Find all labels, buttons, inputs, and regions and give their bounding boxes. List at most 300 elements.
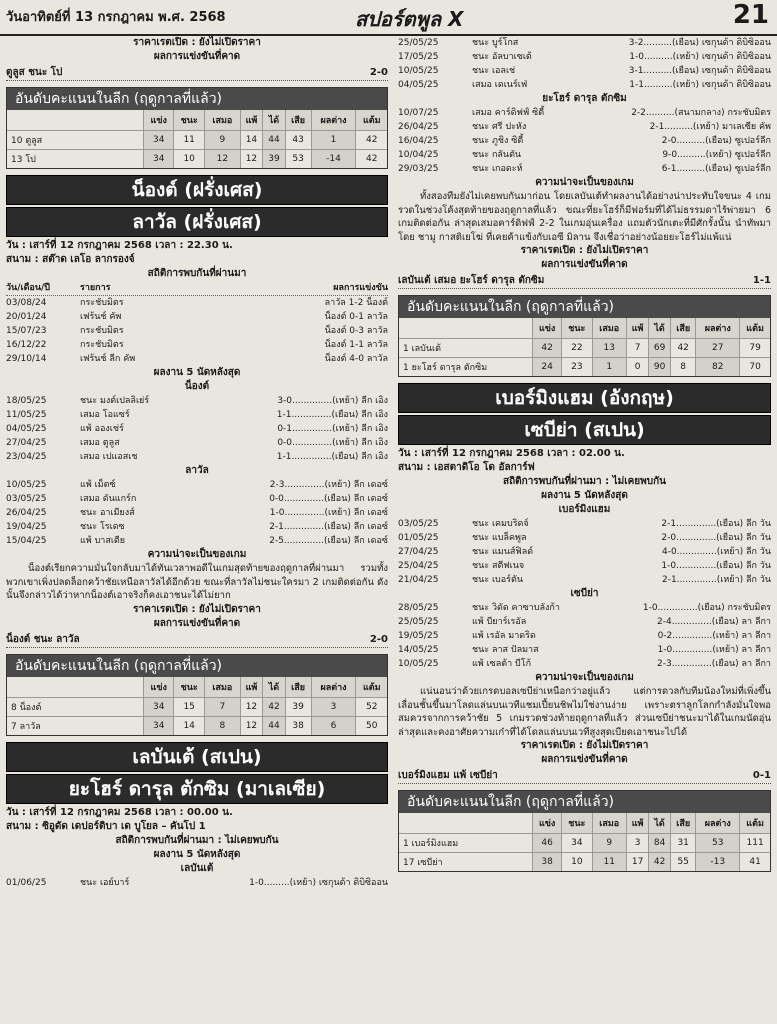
row-result: 1-0..........(เหย้า) เซกุนด้า ดิบิซิออน <box>629 52 771 62</box>
away-team-banner: เซบีย่า (สเปน) <box>398 415 771 445</box>
row-match: เฟร้นช์ ลีก คัพ <box>80 354 136 364</box>
standings-header: ผลต่าง <box>696 813 740 834</box>
row-match: ชนะ มงต์เปลลิเย่ร์ <box>80 396 150 406</box>
left-column <box>6 36 388 1022</box>
home-team-banner: น็องต์ (ฝรั่งเศส) <box>6 175 388 205</box>
stat-cell: 14 <box>240 131 263 150</box>
odds-line: ราคาเรตเปิด : ยังไม่เปิดราคา <box>520 740 649 751</box>
result-row <box>6 478 388 492</box>
row-match: เฟร้นช์ คัพ <box>80 312 122 322</box>
match-venue: สนาม : เอสตาดิโอ โด อัลการ์ฟ <box>398 462 535 473</box>
row-date: 26/04/25 <box>6 508 47 518</box>
result-row <box>6 394 388 408</box>
row-date: 21/04/25 <box>398 575 439 585</box>
row-date: 20/01/24 <box>6 312 47 322</box>
row-date: 26/04/25 <box>398 122 439 132</box>
stat-cell: 1 <box>592 358 627 377</box>
right-column <box>398 36 771 1022</box>
header-blank <box>7 110 144 131</box>
row-result: 0-1..............(เหย้า) ลีก เอิง <box>277 424 388 434</box>
prediction-text: น็องต์ ชนะ ลาวัล <box>6 633 80 645</box>
result-row <box>398 559 771 573</box>
result-row <box>6 450 388 464</box>
result-row <box>398 657 771 671</box>
result-row <box>6 436 388 450</box>
standings-header: เสมอ <box>592 813 627 834</box>
standings-header-row <box>399 318 770 339</box>
result-row <box>398 517 771 531</box>
prediction-score: 0-1 <box>752 770 771 781</box>
standings-header: เสีย <box>670 318 695 339</box>
result-row <box>398 148 771 162</box>
row-match: แพ้ อองเช่ร์ <box>80 424 124 434</box>
stat-cell: 42 <box>263 697 285 716</box>
result-row <box>6 338 388 352</box>
row-result: 2-4..............(เยือน) ลา ลีกา <box>657 617 771 627</box>
row-result: 1-1..........(เหย้า) เซกุนด้า ดิบิซิออน <box>629 80 771 90</box>
team-b-label: ลาวัล <box>185 465 209 476</box>
prediction-text: เลบันเต้ เสมอ ยะโฮร์ ดารุล ตักซิม <box>398 275 545 286</box>
standings-grid <box>7 677 387 735</box>
row-date: 15/04/25 <box>6 536 47 546</box>
team-c-form <box>398 36 771 92</box>
standings-header-row <box>7 677 387 698</box>
row-date: 19/05/25 <box>398 631 439 641</box>
row-result: น็องต์ 1-1 ลาวัล <box>324 340 388 350</box>
stat-cell: 7 <box>627 339 649 358</box>
row-result: 1-1..............(เยือน) ลีก เอิง <box>276 452 388 462</box>
team-cell: 13 โป <box>7 150 144 169</box>
result-row <box>398 615 771 629</box>
stat-cell: 41 <box>740 853 770 872</box>
row-date: 04/05/25 <box>6 424 47 434</box>
stat-cell: 53 <box>285 150 311 169</box>
row-result: 2-2..........(สนามกลาง) กระชับมิตร <box>631 108 771 118</box>
prediction-line <box>398 769 771 784</box>
row-match: ชนะ เบอร์ตัน <box>472 575 523 585</box>
standings-row <box>399 853 770 872</box>
row-match: เสมอ เปแอสเช <box>80 452 138 462</box>
row-match: ชนะ โรเดซ <box>80 522 125 532</box>
row-match: ชนะ แมนส์ฟิลด์ <box>472 547 534 557</box>
standings-row <box>399 339 770 358</box>
stat-cell: 42 <box>649 853 671 872</box>
stat-cell: -13 <box>696 853 740 872</box>
row-match: แพ้ บียาร์เรอัล <box>472 617 527 627</box>
stat-cell: 44 <box>263 716 285 735</box>
standings-row <box>7 697 387 716</box>
row-date: 16/04/25 <box>398 136 439 146</box>
prediction-score: 2-0 <box>369 67 388 78</box>
stat-cell: 42 <box>670 339 695 358</box>
header-blank <box>399 318 533 339</box>
stat-cell: 12 <box>205 150 240 169</box>
stat-cell: 9 <box>205 131 240 150</box>
last5-title: ผลงาน 5 นัดหลังสุด <box>153 848 241 860</box>
standings-row <box>7 131 387 150</box>
standings-header-row <box>7 110 387 131</box>
analysis-text: ทั้งสองทีมยังไม่เคยพบกันมาก่อน โดยเลบันเต้ทำผลงานได้อย่างน่าประทับใจขนะ 4 เกมรวดในช่วงโค้งสุดท้ายของฤดูกาลที่แล้ว ขณะที่ยะโฮร์ก็มีฟอร์มที่ได้ไม่ธรรมดาไร้พ่ายมา 6 เกมติดต่อกัน ล่าสุดเสมอคาร์ดิฟฟ์ 2-2 ในเกมอุ่นเครื่อง แถมตัวนักเตะที่มีศักรั้งนั้น นำทัพมาโดย ชามู กาสติเยโฆ่ ที่เคยค้าแข้งกับเอซี มิลาน จึงเชื่อว่าอย่างน้อยยะโฮร์ไม่แพ้แน่ <box>398 191 771 243</box>
stat-cell: 42 <box>533 339 562 358</box>
stat-cell: 9 <box>592 834 627 853</box>
row-date: 29/03/25 <box>398 164 439 174</box>
stat-cell: 39 <box>263 150 285 169</box>
prediction-text: เบอร์มิงแฮม แพ้ เซบีย่า <box>398 770 498 781</box>
standings-header: ชนะ <box>562 813 592 834</box>
stat-cell: 55 <box>670 853 695 872</box>
standings-grid <box>399 813 770 871</box>
form-result: 1-0.........(เหย้า) เซกุนด้า ดิบิซิออน <box>249 877 388 888</box>
row-date: 04/05/25 <box>398 80 439 90</box>
result-row <box>6 324 388 338</box>
stat-cell: 31 <box>670 834 695 853</box>
stat-cell: 70 <box>740 358 770 377</box>
match-time: วัน : เสาร์ที่ 12 กรกฎาคม 2568 เวลา : 02.00 น. <box>398 448 625 459</box>
row-match: ชนะ อาเมียงส์ <box>80 508 135 518</box>
h2h-col-result: ผลการแข่งขัน <box>333 283 388 293</box>
h2h-title: สถิติการพบกันที่ผ่านมา : ไม่เคยพบกัน <box>502 476 666 487</box>
result-row <box>398 106 771 120</box>
row-result: 2-1..............(เหย้า) ลีก วัน <box>661 575 771 585</box>
away-team-banner: ลาวัล (ฝรั่งเศส) <box>6 207 388 237</box>
stat-cell: 10 <box>562 853 592 872</box>
standings-header: ได้ <box>649 813 671 834</box>
result-row <box>6 506 388 520</box>
result-row <box>6 296 388 310</box>
h2h-col-comp: รายการ <box>80 283 111 293</box>
row-result: 2-5..............(เยือน) ลีก เดอซ์ <box>269 536 388 546</box>
row-date: 25/05/25 <box>398 38 439 48</box>
stat-cell: 43 <box>285 131 311 150</box>
result-row <box>6 408 388 422</box>
row-match: ชนะ ภูชิง ซิตี้ <box>472 136 524 146</box>
row-date: 03/05/25 <box>6 494 47 504</box>
standings-header-row <box>399 813 770 834</box>
stat-cell: 17 <box>627 853 649 872</box>
prediction-title: ผลการแข่งขันที่คาด <box>541 754 628 765</box>
away-team-banner: ยะโฮร์ ดารุล ตักซิม (มาเลเซีย) <box>6 774 388 804</box>
result-row <box>6 422 388 436</box>
standings-header: ผลต่าง <box>311 677 356 698</box>
result-row <box>398 531 771 545</box>
standings-header: เสีย <box>285 110 311 131</box>
row-date: 15/07/23 <box>6 326 47 336</box>
team-f-form <box>398 601 771 671</box>
odds-line: ราคาเรตเปิด : ยังไม่เปิดราคา <box>133 37 261 48</box>
stat-cell: 13 <box>592 339 627 358</box>
row-match: เสมอ คาร์ดิฟฟ์ ซิตี้ <box>472 108 545 118</box>
row-result: 1-1..............(เยือน) ลีก เอิง <box>276 410 388 420</box>
row-result: 3-0..............(เหย้า) ลีก เอิง <box>277 396 388 406</box>
row-result: 3-2..........(เยือน) เซกุนด้า ดิบิซิออน <box>628 38 771 48</box>
stat-cell: 12 <box>240 716 263 735</box>
team-cell: 1 เบอร์มิงแฮม <box>399 834 533 853</box>
stat-cell: 12 <box>240 150 263 169</box>
result-row <box>398 78 771 92</box>
standings-header: ชนะ <box>174 677 205 698</box>
team-a-label: น็องต์ <box>184 381 210 392</box>
result-row <box>398 50 771 64</box>
team-cell: 7 ลาวัล <box>7 716 144 735</box>
stat-cell: 50 <box>356 716 387 735</box>
odds-line: ราคาเรตเปิด : ยังไม่เปิดราคา <box>520 245 649 256</box>
row-result: 1-0..............(เหย้า) ลีก เดอซ์ <box>269 508 388 518</box>
row-match: เสมอ โอแซร์ <box>80 410 130 420</box>
standings-header: แต้ม <box>740 318 770 339</box>
row-date: 01/05/25 <box>398 533 439 543</box>
row-date: 11/05/25 <box>6 410 47 420</box>
result-row <box>6 492 388 506</box>
team-cell: 10 ตูลูส <box>7 131 144 150</box>
row-result: น็องต์ 0-3 ลาวัล <box>324 326 388 336</box>
stat-cell: 15 <box>174 697 205 716</box>
stat-cell: 42 <box>356 150 387 169</box>
prediction-title: ผลการแข่งขันที่คาด <box>541 259 628 270</box>
last5-title: ผลงาน 5 นัดหลังสุด <box>153 367 241 378</box>
team-d-form <box>398 106 771 176</box>
row-date: 25/05/25 <box>398 617 439 627</box>
standings-header: แพ้ <box>627 813 649 834</box>
stat-cell: 46 <box>533 834 562 853</box>
team-f-label: เซบีย่า <box>570 588 599 599</box>
prediction-score: 1-1 <box>752 275 771 286</box>
page-number: 21 <box>732 0 769 30</box>
standings-caption: อันดับคะแนนในลีก (ฤดูกาลที่แล้ว) <box>7 655 387 677</box>
stat-cell: 44 <box>263 131 285 150</box>
standings-row <box>7 716 387 735</box>
stat-cell: 34 <box>144 716 174 735</box>
row-result: 2-3..............(เหย้า) ลีก เดอซ์ <box>269 480 388 490</box>
row-date: 10/05/25 <box>6 480 47 490</box>
standings-caption: อันดับคะแนนในลีก (ฤดูกาลที่แล้ว) <box>7 88 387 110</box>
row-match: แพ้ เซลต้า บีโก้ <box>472 659 532 669</box>
stat-cell: 38 <box>533 853 562 872</box>
stat-cell: 84 <box>649 834 671 853</box>
stat-cell: 42 <box>356 131 387 150</box>
row-date: 23/04/25 <box>6 452 47 462</box>
row-match: ชนะ สตีฟเนจ <box>472 561 525 571</box>
standings-header: ผลต่าง <box>696 318 740 339</box>
result-row <box>398 643 771 657</box>
stat-cell: 0 <box>627 358 649 377</box>
standings-header: แข่ง <box>533 318 562 339</box>
match-time: วัน : เสาร์ที่ 12 กรกฎาคม 2568 เวลา : 22.30 น. <box>6 240 233 251</box>
team-cell: 8 น็องต์ <box>7 697 144 716</box>
row-match: แพ้ บาสเตีย <box>80 536 126 546</box>
row-result: 6-1..........(เยือน) ซูเปอร์ลีก <box>661 164 771 174</box>
row-result: น็องต์ 0-1 ลาวัล <box>324 312 388 322</box>
row-result: 2-0..............(เยือน) ลีก วัน <box>661 533 771 543</box>
row-date: 03/08/24 <box>6 298 47 308</box>
standings-row <box>399 358 770 377</box>
row-match: ชนะ ลาส ปัลมาส <box>472 645 539 655</box>
stat-cell: 34 <box>144 697 174 716</box>
row-match: เสมอ ดันแกร์ก <box>80 494 137 504</box>
issue-date: วันอาทิตย์ที่ 13 กรกฎาคม พ.ศ. 2568 <box>6 10 226 25</box>
result-row <box>398 162 771 176</box>
h2h-title: สถิติการพบกันที่ผ่านมา : ไม่เคยพบกัน <box>115 834 279 846</box>
row-date: 27/04/25 <box>6 438 47 448</box>
standings-header: ชนะ <box>562 318 592 339</box>
row-result: 1-0..............(เหย้า) ลา ลีกา <box>657 645 771 655</box>
stat-cell: 38 <box>285 716 311 735</box>
stat-cell: 1 <box>311 131 356 150</box>
row-match: ชนะ ศรี ปะหัง <box>472 122 527 132</box>
row-match: ชนะ เกอดะห์ <box>472 164 523 174</box>
result-row <box>398 120 771 134</box>
team-e-label: เบอร์มิงแฮม <box>558 504 611 515</box>
row-date: 28/05/25 <box>398 603 439 613</box>
standings-header: ได้ <box>649 318 671 339</box>
form-match: ชนะ เอย์บาร์ <box>80 877 130 888</box>
header-blank <box>399 813 533 834</box>
row-match: ชนะ บูร์โกส <box>472 38 519 48</box>
standings-header: แพ้ <box>627 318 649 339</box>
row-match: ชนะ เคมบริดจ์ <box>472 519 529 529</box>
stat-cell: 8 <box>670 358 695 377</box>
row-date: 27/04/25 <box>398 547 439 557</box>
row-result: 1-0..............(เยือน) ลีก วัน <box>661 561 771 571</box>
home-team-banner: เลบันเต้ (สเปน) <box>6 742 388 772</box>
h2h-title: สถิติการพบกันที่ผ่านมา <box>147 268 247 279</box>
standings-header: แข่ง <box>144 677 174 698</box>
row-result: 0-0..............(เยือน) ลีก เดอซ์ <box>269 494 388 504</box>
prediction-line <box>6 633 388 648</box>
standings-caption: อันดับคะแนนในลีก (ฤดูกาลที่แล้ว) <box>399 791 770 813</box>
stat-cell: 79 <box>740 339 770 358</box>
row-date: 10/07/25 <box>398 108 439 118</box>
row-match: กระชับมิตร <box>80 326 124 336</box>
row-match: กระชับมิตร <box>80 340 124 350</box>
stat-cell: 34 <box>144 131 174 150</box>
stat-cell: 82 <box>696 358 740 377</box>
standings-caption: อันดับคะแนนในลีก (ฤดูกาลที่แล้ว) <box>399 296 770 318</box>
standings-header: แข่ง <box>144 110 174 131</box>
standings-header: แข่ง <box>533 813 562 834</box>
h2h-list <box>6 296 388 366</box>
standings-header: เสมอ <box>205 677 240 698</box>
row-match: แพ้ เรอัล มาดริด <box>472 631 536 641</box>
prediction-line <box>6 66 388 81</box>
row-result: 4-0..............(เหย้า) ลีก วัน <box>661 547 771 557</box>
row-result: 2-1..........(เหย้า) มาเลเซีย คัพ <box>649 122 771 132</box>
stat-cell: 39 <box>285 697 311 716</box>
stat-cell: -14 <box>311 150 356 169</box>
result-row <box>398 545 771 559</box>
header-blank <box>7 677 144 698</box>
result-row <box>398 573 771 587</box>
stat-cell: 10 <box>174 150 205 169</box>
result-row <box>398 36 771 50</box>
standings-header: แต้ม <box>356 110 387 131</box>
standings-header: เสีย <box>670 813 695 834</box>
standings-header: ได้ <box>263 677 285 698</box>
row-result: 0-0..............(เหย้า) ลีก เอิง <box>277 438 388 448</box>
prediction-text: ตูลูส ชนะ โป <box>6 67 63 78</box>
standings-grid <box>399 318 770 376</box>
stat-cell: 8 <box>205 716 240 735</box>
standings-header: ผลต่าง <box>311 110 356 131</box>
team-b-form <box>6 478 388 548</box>
standings-table <box>6 654 388 736</box>
row-match: ชนะ กลันตัน <box>472 150 522 160</box>
team-d-label: ยะโฮร์ ดารุล ตักซิม <box>542 93 627 104</box>
row-date: 18/05/25 <box>6 396 47 406</box>
row-result: 2-1..............(เยือน) ลีก วัน <box>661 519 771 529</box>
prediction-line <box>398 274 771 289</box>
row-result: 0-2..............(เหย้า) ลา ลีกา <box>657 631 771 641</box>
row-date: 03/05/25 <box>398 519 439 529</box>
row-result: ลาวัล 1-2 น็องต์ <box>324 298 388 308</box>
analysis-title: ความน่าจะเป็นของเกม <box>535 177 634 188</box>
match-time: วัน : เสาร์ที่ 12 กรกฎาคม 2568 เวลา : 00.00 น. <box>6 806 233 818</box>
prediction-title: ผลการแข่งขันที่คาด <box>153 617 241 629</box>
standings-header: แพ้ <box>240 677 263 698</box>
stat-cell: 7 <box>205 697 240 716</box>
analysis-text: น็องต์เรียกความมั่นใจกลับมาได้ทันเวลาพอดีในเกมสุดท้ายของฤดูกาลที่ผ่านมา รวมทั้งพวกเขาเพิ่งปลดล็อกคว้าชัยเหนือลาวัลได้อีกด้วย ขณะที่ลาวัลไม่ชนะใครมา 2 เกมติดต่อกัน ดังนั้นจึงกล่าวได้ว่าหากน็องต์เอาจริงก็คงเอาชนะได้ไม่ยาก <box>6 563 388 601</box>
stat-cell: 11 <box>174 131 205 150</box>
row-result: 3-1..........(เยือน) เซกุนด้า ดิบิซิออน <box>628 66 771 76</box>
h2h-col-date: วัน/เดือน/ปี <box>6 283 50 293</box>
row-match: เสมอ เดเนร์เฟ่ <box>472 80 528 90</box>
row-date: 19/04/25 <box>6 522 47 532</box>
home-team-banner: เบอร์มิงแฮม (อังกฤษ) <box>398 383 771 413</box>
stat-cell: 24 <box>533 358 562 377</box>
stat-cell: 6 <box>311 716 356 735</box>
stat-cell: 3 <box>627 834 649 853</box>
standings-header: ได้ <box>263 110 285 131</box>
match-venue: สนาม : สต๊าด เลโอ ลากรองจ์ <box>6 254 135 265</box>
standings-header: แต้ม <box>356 677 387 698</box>
row-match: ชนะ วิดัด คาซาบลังก้า <box>472 603 560 613</box>
stat-cell: 34 <box>562 834 592 853</box>
result-row <box>398 64 771 78</box>
stat-cell: 90 <box>649 358 671 377</box>
row-date: 10/05/25 <box>398 66 439 76</box>
row-result: 1-0..............(เยือน) กระชับมิตร <box>642 603 771 613</box>
stat-cell: 27 <box>696 339 740 358</box>
result-row <box>6 520 388 534</box>
last5-title: ผลงาน 5 นัดหลังสุด <box>541 490 628 501</box>
analysis-title: ความน่าจะเป็นของเกม <box>535 672 634 683</box>
stat-cell: 14 <box>174 716 205 735</box>
result-row <box>6 534 388 548</box>
match-venue: สนาม : ซิอูดัด เดปอร์ติบา เด บูโยล – คันโป 1 <box>6 820 206 832</box>
h2h-header <box>6 281 388 296</box>
row-result: 2-1..............(เยือน) ลีก เดอซ์ <box>269 522 388 532</box>
row-match: ชนะ อัลบาเซเต้ <box>472 52 532 62</box>
standings-header: เสมอ <box>592 318 627 339</box>
standings-row <box>399 834 770 853</box>
row-date: 17/05/25 <box>398 52 439 62</box>
stat-cell: 52 <box>356 697 387 716</box>
row-match: แพ้ เม็ตซ์ <box>80 480 116 490</box>
result-row <box>398 601 771 615</box>
form-row <box>6 876 388 890</box>
row-match: ชนะ เอลเช่ <box>472 66 516 76</box>
stat-cell: 69 <box>649 339 671 358</box>
page-header <box>0 0 777 36</box>
standings-header: เสีย <box>285 677 311 698</box>
standings-row <box>7 150 387 169</box>
row-match: เสมอ ตูลูส <box>80 438 120 448</box>
stat-cell: 23 <box>562 358 592 377</box>
row-result: 2-0..........(เยือน) ซูเปอร์ลีก <box>661 136 771 146</box>
stat-cell: 34 <box>144 150 174 169</box>
team-cell: 1 เลบันเต้ <box>399 339 533 358</box>
analysis-text: แน่นอนว่าด้วยเกรดบอลเซบีย่าเหนือกว่าอยู่แล้ว แต่การดวลกับทีมน้องใหม่ที่เพิ่งขึ้นเลื่อนชั้นขึ้นมาโลดแล่นบนเวทีแชมเปี้ยนชิพไม่ใช่งานง่าย เพราะตราลูกโลกกำลังมั่นใจพอสมควรจากการคว้าชัย 5 เกมรวดช่วงท้ายฤดูกาลที่แล้ว ส่วนเซบีย่าชนะมาได้ในเกมนัดอุ่นล่าสุดและคงอาศัยความเก๋าที่ได้โดลแล่นบนเวทีสูงสุดเบียดเอาชนะไปได้ <box>398 686 771 738</box>
standings-table <box>398 790 771 872</box>
